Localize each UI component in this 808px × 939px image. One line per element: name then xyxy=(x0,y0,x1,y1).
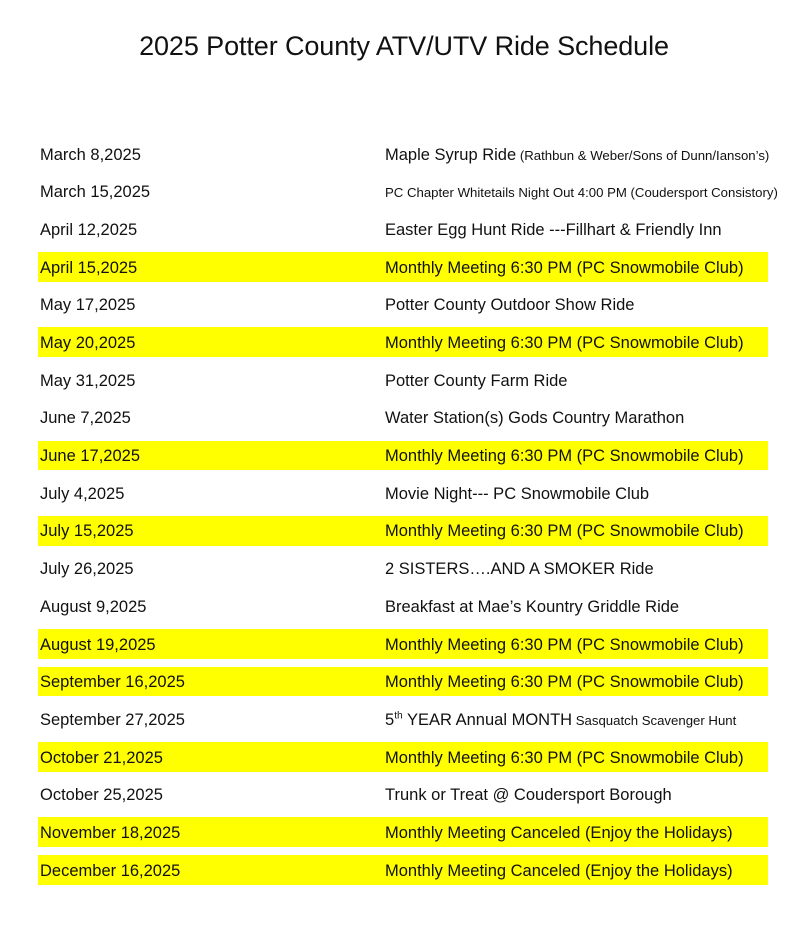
schedule-list xyxy=(0,136,808,890)
event-description-main: 2 SISTERS….AND A SMOKER Ride xyxy=(385,560,654,579)
schedule-row xyxy=(0,174,808,212)
event-date: August 9,2025 xyxy=(40,597,147,616)
event-date: May 20,2025 xyxy=(40,334,136,353)
schedule-row xyxy=(0,739,808,777)
schedule-row xyxy=(0,551,808,589)
event-description xyxy=(385,712,736,729)
event-description xyxy=(385,335,744,352)
event-date: October 25,2025 xyxy=(40,786,163,805)
event-description xyxy=(385,674,744,691)
event-date: December 16,2025 xyxy=(40,861,181,880)
schedule-row xyxy=(0,664,808,702)
event-description-main: Monthly Meeting 6:30 PM (PC Snowmobile Club) xyxy=(385,635,744,654)
event-description-main: Easter Egg Hunt Ride ---Fillhart & Friendly Inn xyxy=(385,220,722,239)
event-description-main: 5th YEAR Annual MONTH xyxy=(385,710,573,729)
event-date: March 15,2025 xyxy=(40,183,151,202)
schedule-row xyxy=(0,701,808,739)
event-date: May 31,2025 xyxy=(40,371,136,390)
schedule-row xyxy=(0,400,808,438)
event-date: April 15,2025 xyxy=(40,258,138,277)
event-description xyxy=(385,260,744,277)
event-description-main: Water Station(s) Gods Country Marathon xyxy=(385,409,685,428)
event-date: October 21,2025 xyxy=(40,748,163,767)
page-title: 2025 Potter County ATV/UTV Ride Schedule xyxy=(139,31,669,61)
event-date: March 8,2025 xyxy=(40,145,141,164)
schedule-row xyxy=(0,211,808,249)
schedule-row xyxy=(0,136,808,174)
event-description xyxy=(385,825,733,842)
schedule-row xyxy=(0,438,808,476)
event-description xyxy=(385,147,769,164)
event-date: November 18,2025 xyxy=(40,823,181,842)
event-description xyxy=(385,448,744,465)
event-description xyxy=(385,750,744,767)
event-description-main: Monthly Meeting 6:30 PM (PC Snowmobile Club) xyxy=(385,334,744,353)
ordinal-superscript: th xyxy=(394,710,403,722)
event-date: June 7,2025 xyxy=(40,409,131,428)
event-description-main: Monthly Meeting Canceled (Enjoy the Holidays) xyxy=(385,861,733,880)
schedule-row xyxy=(0,588,808,626)
event-description-main: Monthly Meeting 6:30 PM (PC Snowmobile Club) xyxy=(385,673,744,692)
event-description xyxy=(385,410,684,427)
event-description-note: Sasquatch Scavenger Hunt xyxy=(572,712,737,728)
schedule-row xyxy=(0,249,808,287)
event-date: June 17,2025 xyxy=(40,447,141,466)
event-description-main: Trunk or Treat @ Coudersport Borough xyxy=(385,786,672,805)
schedule-row xyxy=(0,362,808,400)
event-date: April 12,2025 xyxy=(40,220,138,239)
event-description xyxy=(385,373,567,390)
schedule-row xyxy=(0,852,808,890)
event-description xyxy=(385,637,744,654)
event-description-main: Monthly Meeting Canceled (Enjoy the Holidays) xyxy=(385,823,733,842)
event-description xyxy=(385,787,672,804)
event-description-main: Movie Night--- PC Snowmobile Club xyxy=(385,484,650,503)
event-description-main: Monthly Meeting 6:30 PM (PC Snowmobile Club) xyxy=(385,522,744,541)
event-description xyxy=(385,523,744,540)
event-date: August 19,2025 xyxy=(40,635,156,654)
event-description-main: Monthly Meeting 6:30 PM (PC Snowmobile Club) xyxy=(385,258,744,277)
event-description xyxy=(385,222,722,239)
event-date: July 4,2025 xyxy=(40,484,125,503)
event-description xyxy=(385,486,649,503)
schedule-row xyxy=(0,475,808,513)
event-description-main: Monthly Meeting 6:30 PM (PC Snowmobile Club) xyxy=(385,447,744,466)
event-description-main: Maple Syrup Ride xyxy=(385,145,517,164)
event-description-main: Monthly Meeting 6:30 PM (PC Snowmobile Club) xyxy=(385,748,744,767)
schedule-row xyxy=(0,626,808,664)
event-description xyxy=(385,186,778,199)
event-description xyxy=(385,297,634,314)
schedule-row xyxy=(0,513,808,551)
event-description-main: Breakfast at Mae’s Kountry Griddle Ride xyxy=(385,597,680,616)
event-description xyxy=(385,599,679,616)
event-description-main: Potter County Farm Ride xyxy=(385,371,568,390)
event-description xyxy=(385,561,654,578)
event-date: September 16,2025 xyxy=(40,673,185,692)
schedule-row xyxy=(0,777,808,815)
event-description-note: (Rathbun & Weber/Sons of Dunn/Ianson’s) xyxy=(516,147,770,163)
event-date: July 15,2025 xyxy=(40,522,134,541)
event-description-main: PC Chapter Whitetails Night Out 4:00 PM (Coudersport Consistory) xyxy=(385,184,778,200)
schedule-row xyxy=(0,324,808,362)
schedule-row xyxy=(0,287,808,325)
event-date: May 17,2025 xyxy=(40,296,136,315)
event-date: September 27,2025 xyxy=(40,710,185,729)
event-description-main: Potter County Outdoor Show Ride xyxy=(385,296,635,315)
event-description xyxy=(385,863,733,880)
event-date: July 26,2025 xyxy=(40,560,134,579)
schedule-row xyxy=(0,814,808,852)
